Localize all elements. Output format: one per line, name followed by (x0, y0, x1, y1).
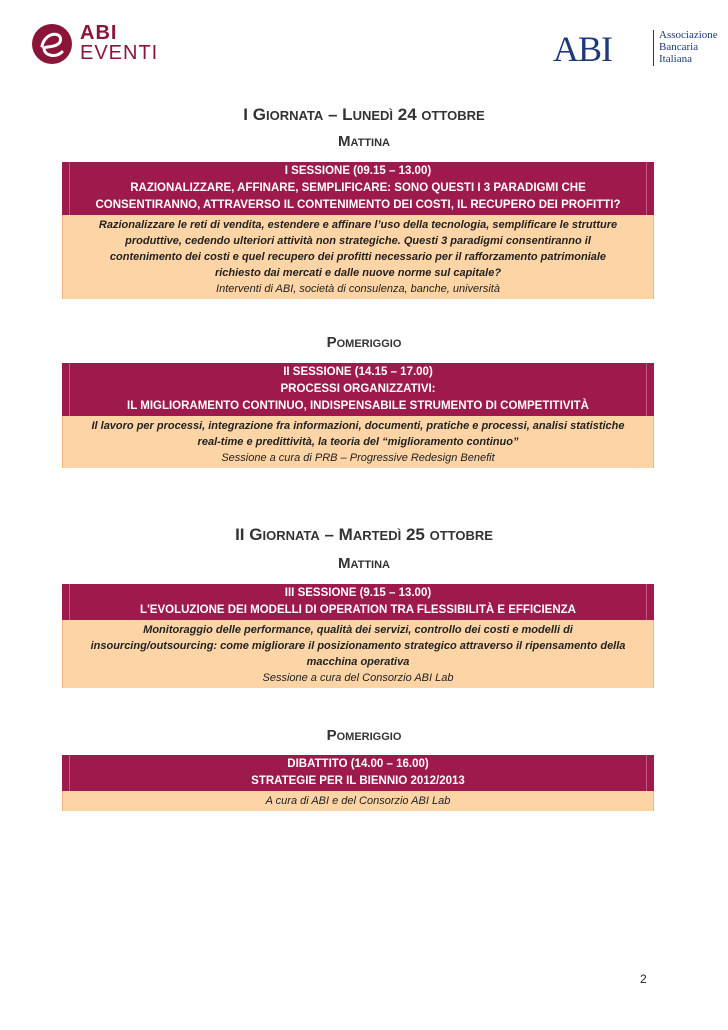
page-number: 2 (640, 972, 647, 986)
day1-morning-label: MATTINA (337, 133, 390, 150)
session-3-header: III SESSIONE (9.15 – 13.00) L'EVOLUZIONE DEI MODELLI DI OPERATION TRA FLESSIBILITÀ E EFFICIENZA (62, 584, 654, 620)
abi-logo-mark: ABI (553, 29, 612, 69)
abi-logo-text: Associazione Bancaria Italiana (659, 29, 718, 65)
session-2-note: Sessione a cura di PRB – Progressive Redesign Benefit (221, 452, 495, 464)
session-3-description: Monitoraggio delle performance, qualità dei servizi, controllo dei costi e modelli di insourcing/outsourcing: come migliorare il posizionamento strategico attraverso il ripensamento della macchina operativa Sessione a cura del Consorzio ABI Lab (62, 620, 654, 688)
session-1 (62, 162, 654, 299)
session-2-header: II SESSIONE (14.15 – 17.00) PROCESSI ORGANIZZATIVI: IL MIGLIORAMENTO CONTINUO, INDISPENSABILE STRUMENTO DI COMPETITIVITÀ (62, 363, 654, 416)
debate-header: DIBATTITO (14.00 – 16.00) STRATEGIE PER IL BIENNIO 2012/2013 (62, 755, 654, 791)
session-1-description: Razionalizzare le reti di vendita, estendere e affinare l’uso della tecnologia, semplificare le strutture produttive, cedendo ulteriori attività non strategiche. Questi 3 paradigmi consentiranno il contenimento dei costi e quel recupero dei profitti necessario per il rafforzamento patrimoniale richiesto dai mercati e dalle nuove norme sul capitale? Interventi di ABI, società di consulenza, banche, università (62, 215, 654, 299)
abi-eventi-logo (30, 20, 160, 70)
abi-eventi-line1: ABI (80, 22, 118, 44)
e-swirl-logo-icon (30, 20, 76, 66)
debate-description (62, 791, 654, 811)
abi-associazione-logo (553, 26, 718, 70)
debate-note: A cura di ABI e del Consorzio ABI Lab (265, 795, 451, 807)
day1-afternoon-label: POMERIGGIO (326, 334, 402, 351)
day2-afternoon-label: POMERIGGIO (326, 727, 402, 744)
debate-session (62, 755, 654, 811)
day2-title: II GIORNATA – MARTEDÌ 25 OTTOBRE (235, 525, 493, 544)
session-3-note: Sessione a cura del Consorzio ABI Lab (262, 672, 454, 684)
abi-eventi-line2: EVENTI (80, 42, 159, 64)
session-3 (62, 584, 654, 688)
session-1-header: I SESSIONE (09.15 – 13.00) RAZIONALIZZARE, AFFINARE, SEMPLIFICARE: SONO QUESTI I 3 PARADIGMI CHE CONSENTIRANNO, ATTRAVERSO IL CONTENIMENTO DEI COSTI, IL RECUPERO DEI PROFITTI? (62, 162, 654, 215)
logo-separator (653, 30, 654, 66)
day2-morning-label: MATTINA (337, 555, 390, 572)
session-1-note: Interventi di ABI, società di consulenza, banche, università (216, 283, 500, 295)
session-2 (62, 363, 654, 468)
session-2-description: Il lavoro per processi, integrazione fra informazioni, documenti, pratiche e processi, analisi statistiche real-time e predittività, la teoria del “miglioramento continuo” Sessione a cura di PRB – Progressive Redesign Benefit (62, 416, 654, 468)
day1-title: I GIORNATA – LUNEDÌ 24 OTTOBRE (243, 105, 485, 124)
